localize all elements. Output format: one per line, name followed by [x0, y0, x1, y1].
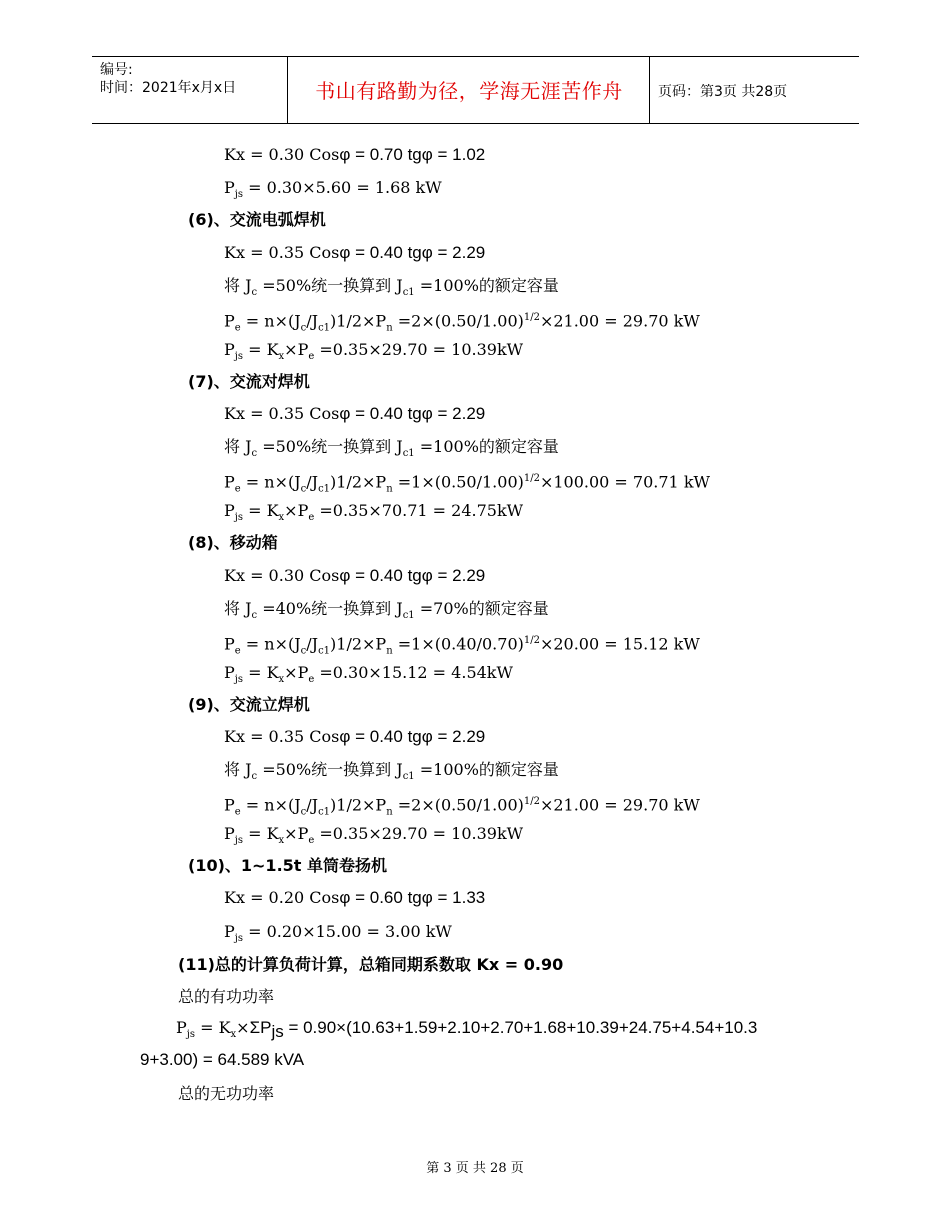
formula-line: 将 $J_c =50\%$统一换算到 $J_{c1} =100\%$的额定容量 — [224, 437, 559, 460]
header-meta — [100, 61, 236, 97]
formula-line: $P_{js} = K_x\times P_e =0.35\times 29.70 = 10.39kW$ — [224, 340, 524, 363]
formula-line: $P_{js} = K_x\times P_e =0.35\times 29.70 = 10.39kW$ — [224, 824, 524, 847]
formula-line: $P_{js} = K_x\times P_e =0.30\times 15.12 = 4.54kW$ — [224, 663, 513, 686]
page-footer: 第 3 页 共 28 页 — [426, 1161, 524, 1176]
section-heading: (10)、1~1.5t 单筒卷扬机 — [188, 856, 387, 875]
formula-line: Kx = 0.20 Cosφ = 0.60 tgφ = 1.33 — [224, 888, 486, 907]
formula-line: Kx = 0.30 Cosφ = 0.40 tgφ = 2.29 — [224, 566, 486, 585]
text-line: 总的无功功率 — [178, 1084, 275, 1103]
formula-line: $P_e = n\times(J_c/J_{c1})1/2\times P_n =1\times(0.40/0.70)^{1/2}\times 20.00 = 15.12$ kW — [224, 634, 700, 657]
formula-line: 9+3.00) = 64.589 kVA — [140, 1050, 305, 1069]
header-motto: 书山有路勤为径，学海无涯苦作舟 — [315, 79, 623, 103]
formula-line: Kx = 0.35 Cosφ = 0.40 tgφ = 2.29 — [224, 404, 486, 423]
text-line: 总的有功功率 — [178, 987, 275, 1006]
formula-line: 将 $J_c =40\%$统一换算到 $J_{c1} =70\%$的额定容量 — [224, 599, 549, 622]
formula-line: Kx = 0.35 Cosφ = 0.40 tgφ = 2.29 — [224, 243, 486, 262]
formula-line: 将 $J_c =50\%$统一换算到 $J_{c1} =100\%$的额定容量 — [224, 276, 559, 299]
section-heading: (9)、交流立焊机 — [188, 695, 310, 714]
section-heading: (7)、交流对焊机 — [188, 372, 310, 391]
doc-time-label: 时间：2021年x月x日 — [100, 80, 237, 96]
formula-line: $P_{js} = K_x\times P_e =0.35\times 70.71 = 24.75kW$ — [224, 501, 524, 524]
formula-line: $P_{js} = 0.20\times 15.00 = 3.00$ kW — [224, 922, 452, 945]
section-heading: (6)、交流电弧焊机 — [188, 210, 326, 229]
header-page-number: 页码：第3页 共28页 — [658, 84, 788, 100]
formula-line: $P_{js} = K_x\times\Sigma P_{js} = 0.90\times(10.63+1.59+2.10+2.70+1.68+10.39+24.75+4.54+10.3$ — [176, 1018, 758, 1042]
doc-number-label: 编号: — [100, 62, 133, 78]
formula-line: $P_e = n\times(J_c/J_{c1})1/2\times P_n =1\times(0.50/1.00)^{1/2}\times 100.00 = 70.71$ kW — [224, 472, 710, 495]
formula-line: Kx = 0.30 Cosφ = 0.70 tgφ = 1.02 — [224, 145, 486, 164]
section-heading: (11)总的计算负荷计算，总箱同期系数取 Kx = 0.90 — [178, 955, 564, 974]
formula-line: $P_{js} = 0.30\times 5.60 = 1.68$ kW — [224, 178, 442, 201]
formula-line: $P_e = n\times(J_c/J_{c1})1/2\times P_n =2\times(0.50/1.00)^{1/2}\times 21.00 = 29.70$ kW — [224, 311, 700, 334]
formula-line: Kx = 0.35 Cosφ = 0.40 tgφ = 2.29 — [224, 727, 486, 746]
section-heading: (8)、移动箱 — [188, 533, 278, 552]
formula-line: 将 $J_c =50\%$统一换算到 $J_{c1} =100\%$的额定容量 — [224, 760, 559, 783]
page-header — [92, 56, 859, 124]
formula-line: $P_e = n\times(J_c/J_{c1})1/2\times P_n =2\times(0.50/1.00)^{1/2}\times 21.00 = 29.70$ kW — [224, 795, 700, 818]
header-divider — [649, 57, 650, 123]
